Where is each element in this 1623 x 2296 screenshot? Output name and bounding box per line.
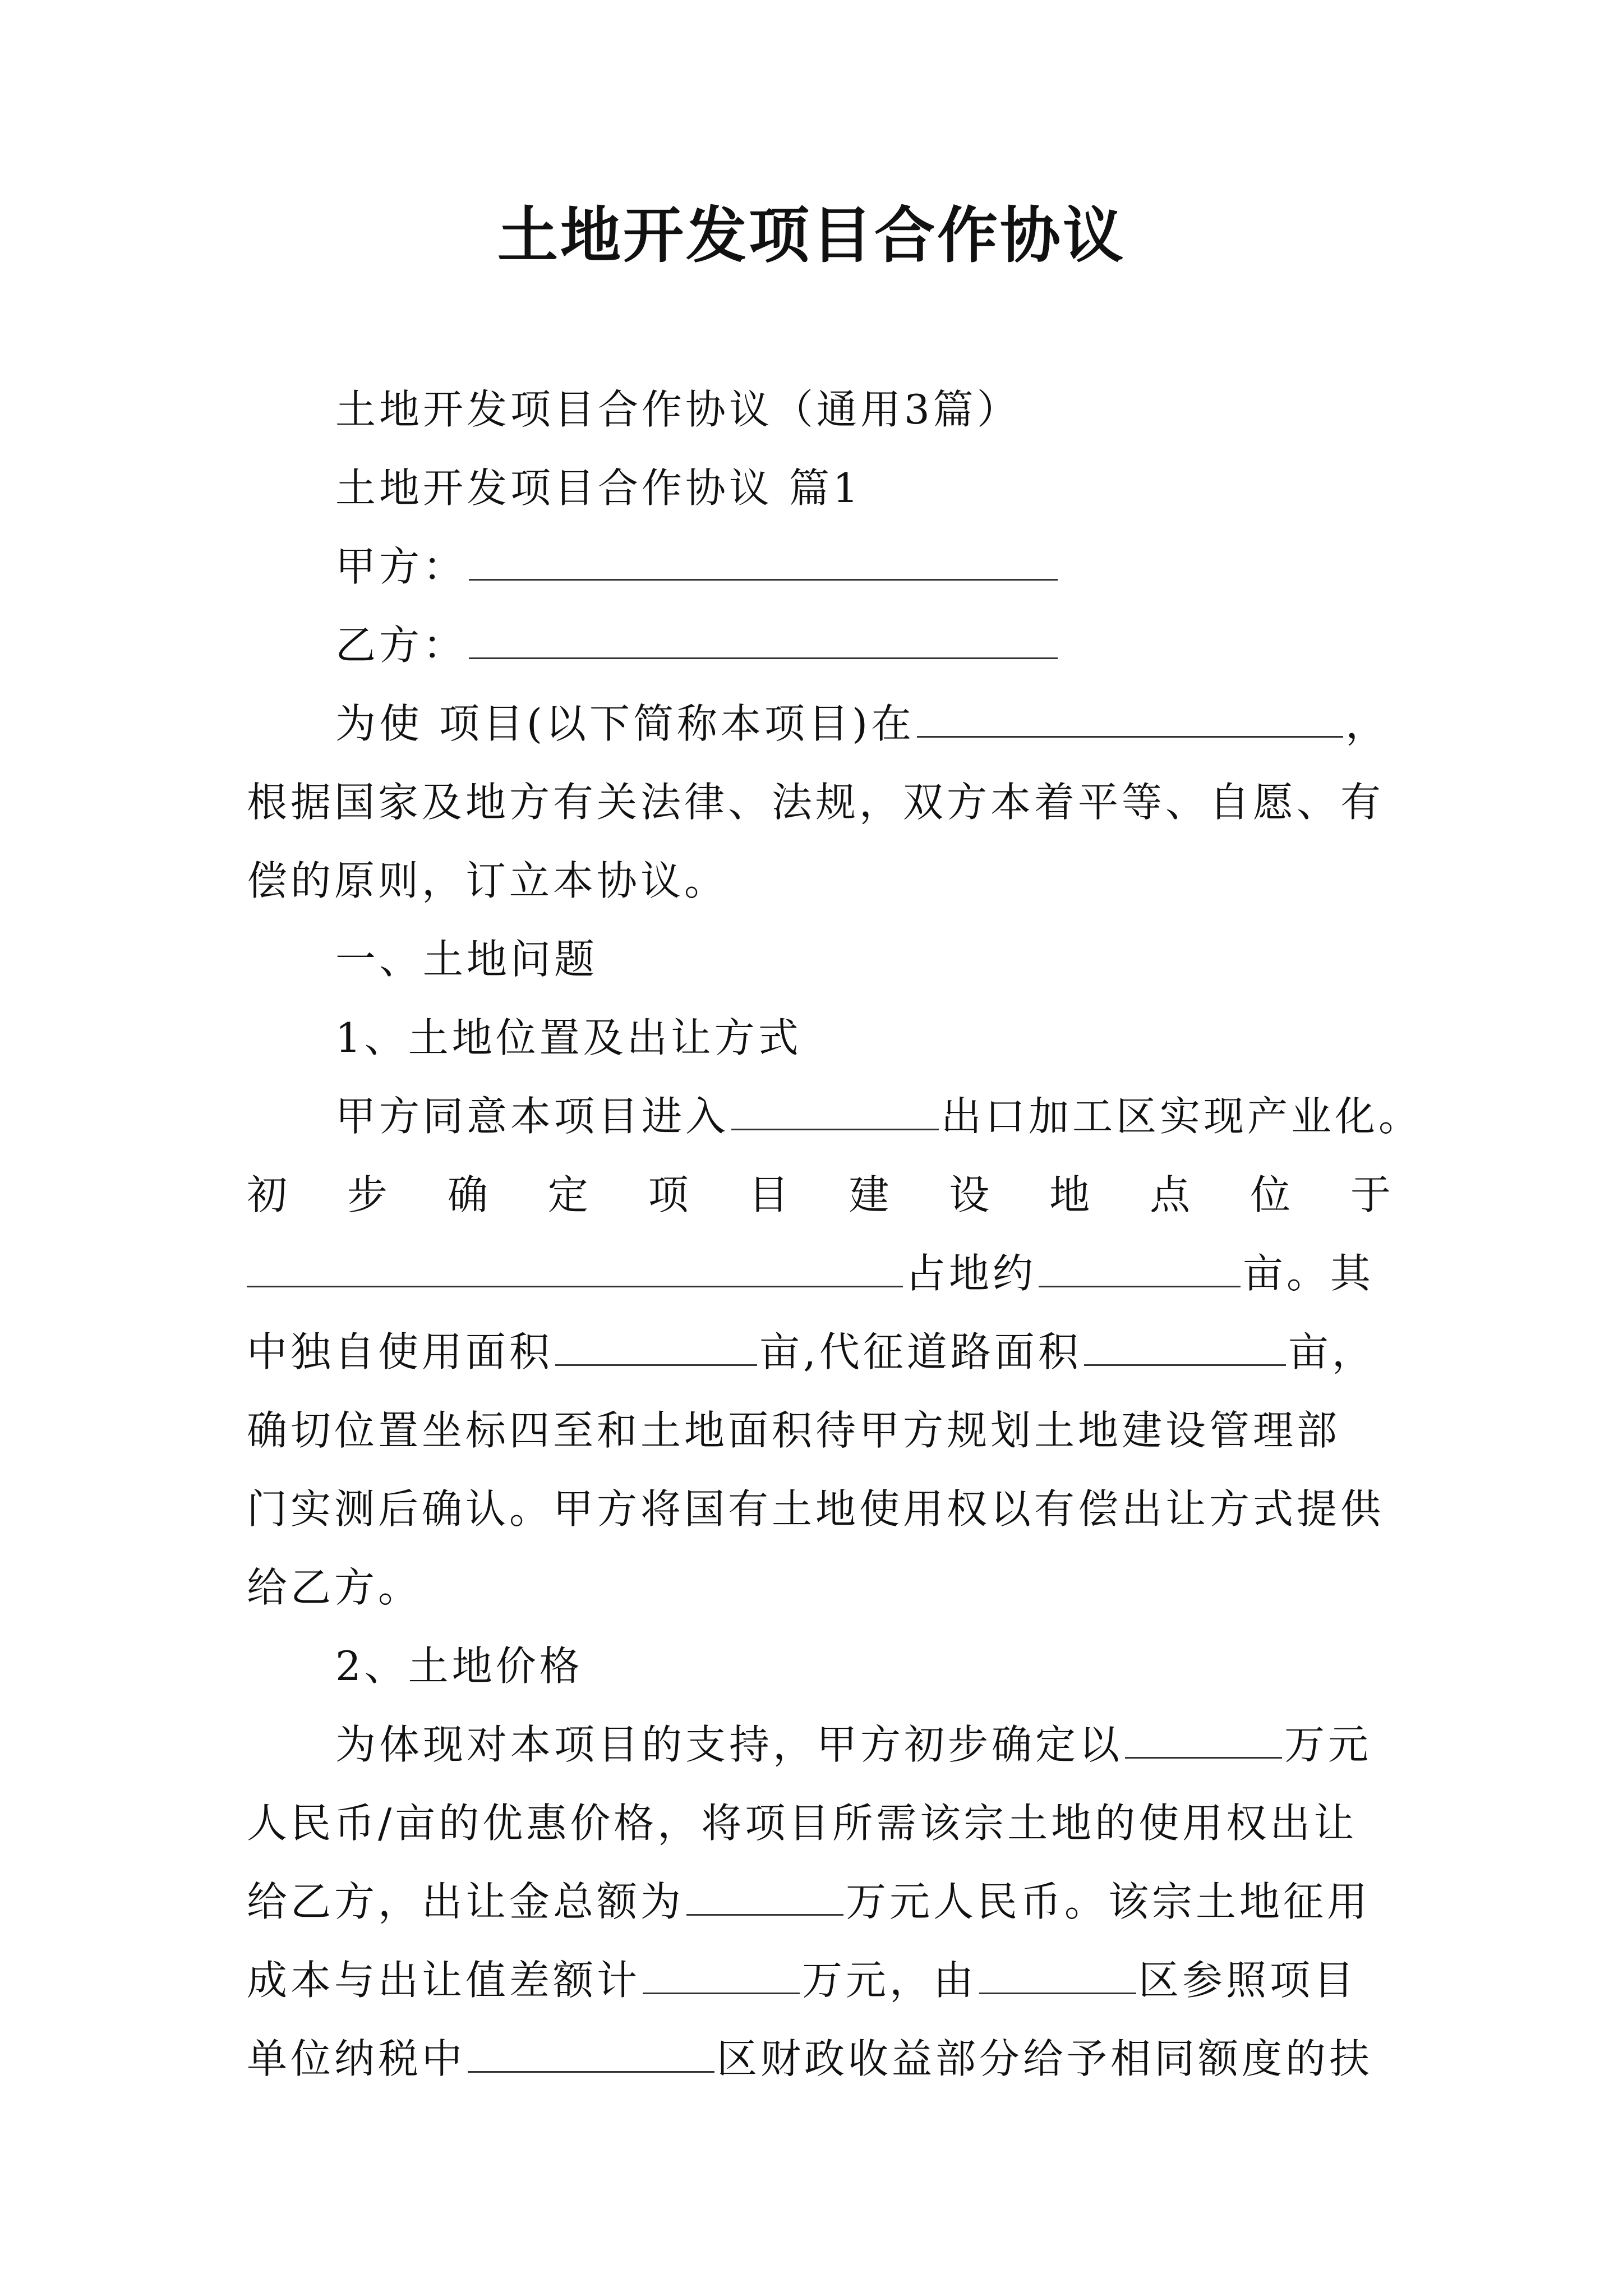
clause-1-char: 位 bbox=[1250, 1171, 1291, 1218]
zone-blank bbox=[731, 1089, 939, 1130]
clause-1-line-5: 确切位置坐标四至和土地面积待甲方规划土地建设管理部 bbox=[247, 1407, 1341, 1454]
clause-1-line-2 bbox=[247, 1167, 1391, 1223]
clause-2-text: 为体现对本项目的支持，甲方初步确定以 bbox=[335, 1721, 1123, 1768]
party-b-blank bbox=[469, 618, 1058, 659]
clause-1-text: 亩,代征道路面积 bbox=[759, 1328, 1082, 1375]
clause-2-heading: 2、土地价格 bbox=[335, 1642, 583, 1690]
clause-1-line-6: 门实测后确认。甲方将国有土地使用权以有偿出让方式提供 bbox=[247, 1485, 1385, 1533]
intro-part-2: ， bbox=[1345, 700, 1390, 747]
clause-1-text: 亩。其 bbox=[1243, 1250, 1375, 1297]
clause-1-char: 确 bbox=[447, 1171, 488, 1218]
article-heading: 土地开发项目合作协议 篇1 bbox=[335, 464, 862, 512]
section-1-heading: 一、土地问题 bbox=[335, 936, 598, 983]
district-blank bbox=[979, 1953, 1136, 1994]
clause-1-char: 地 bbox=[1049, 1171, 1090, 1218]
clause-2-text: 成本与出让值差额计 bbox=[247, 1957, 641, 2004]
clause-2-text: 区财政收益部分给予相同额度的扶 bbox=[717, 2035, 1373, 2082]
clause-1-char: 于 bbox=[1350, 1171, 1391, 1218]
total-fee-blank bbox=[686, 1875, 843, 1916]
clause-2-text: 给乙方，出让金总额为 bbox=[247, 1878, 685, 1925]
clause-2-line-3 bbox=[247, 1874, 1391, 1930]
road-area-blank bbox=[1084, 1325, 1286, 1366]
total-area-blank bbox=[1039, 1246, 1241, 1287]
document-title: 土地开发项目合作协议 bbox=[497, 200, 1126, 271]
clause-1-text: 中独自使用面积 bbox=[247, 1328, 554, 1375]
tax-district-blank bbox=[468, 2032, 714, 2073]
price-per-mu-blank bbox=[1125, 1718, 1282, 1759]
clause-2-line-5 bbox=[247, 2031, 1391, 2087]
clause-1-char: 初 bbox=[247, 1171, 288, 1218]
clause-2-text: 区参照项目 bbox=[1138, 1957, 1358, 2004]
clause-2-text: 万元，由 bbox=[802, 1957, 978, 2004]
intro-location-blank bbox=[917, 697, 1343, 738]
intro-part-1: 为使 项目(以下简称本项目)在 bbox=[335, 700, 915, 747]
party-a-label: 甲方： bbox=[335, 543, 467, 590]
document-subtitle: 土地开发项目合作协议（通用3篇） bbox=[335, 386, 1021, 433]
clause-1-heading: 1、土地位置及出让方式 bbox=[335, 1014, 802, 1061]
clause-1-char: 步 bbox=[347, 1171, 388, 1218]
clause-1-text: 出口加工区实现产业化。 bbox=[941, 1093, 1423, 1140]
intro-line-1 bbox=[335, 696, 1479, 752]
party-b-row bbox=[335, 617, 1479, 673]
difference-blank bbox=[643, 1953, 800, 1994]
clause-1-char: 定 bbox=[547, 1171, 588, 1218]
clause-2-line-2: 人民币/亩的优惠价格，将项目所需该宗土地的使用权出让 bbox=[247, 1800, 1358, 1847]
party-a-row bbox=[335, 539, 1479, 595]
exclusive-area-blank bbox=[555, 1325, 757, 1366]
clause-1-line-3 bbox=[247, 1245, 1391, 1301]
clause-1-text: 亩， bbox=[1288, 1328, 1376, 1375]
party-a-blank bbox=[469, 540, 1058, 581]
clause-1-text: 甲方同意本项目进入 bbox=[335, 1093, 730, 1140]
clause-2-text: 万元人民币。该宗土地征用 bbox=[846, 1878, 1371, 1925]
clause-1-char: 建 bbox=[849, 1171, 889, 1218]
clause-2-line-1 bbox=[335, 1717, 1479, 1773]
intro-line-2: 根据国家及地方有关法律、法规，双方本着平等、自愿、有 bbox=[247, 779, 1385, 826]
party-b-label: 乙方： bbox=[335, 622, 467, 669]
clause-2-text: 单位纳税中 bbox=[247, 2035, 466, 2082]
clause-1-line-7: 给乙方。 bbox=[247, 1564, 422, 1611]
clause-1-char: 点 bbox=[1150, 1171, 1191, 1218]
clause-2-text: 万元 bbox=[1284, 1721, 1372, 1768]
clause-1-char: 目 bbox=[748, 1171, 789, 1218]
intro-line-3: 偿的原则，订立本协议。 bbox=[247, 857, 728, 904]
clause-2-line-4 bbox=[247, 1952, 1391, 2008]
clause-1-text: 占地约 bbox=[905, 1250, 1037, 1297]
clause-1-line-4 bbox=[247, 1324, 1391, 1380]
clause-1-char: 设 bbox=[949, 1171, 990, 1218]
clause-1-line-1 bbox=[335, 1088, 1479, 1144]
site-location-blank bbox=[247, 1246, 903, 1287]
clause-1-char: 项 bbox=[648, 1171, 689, 1218]
